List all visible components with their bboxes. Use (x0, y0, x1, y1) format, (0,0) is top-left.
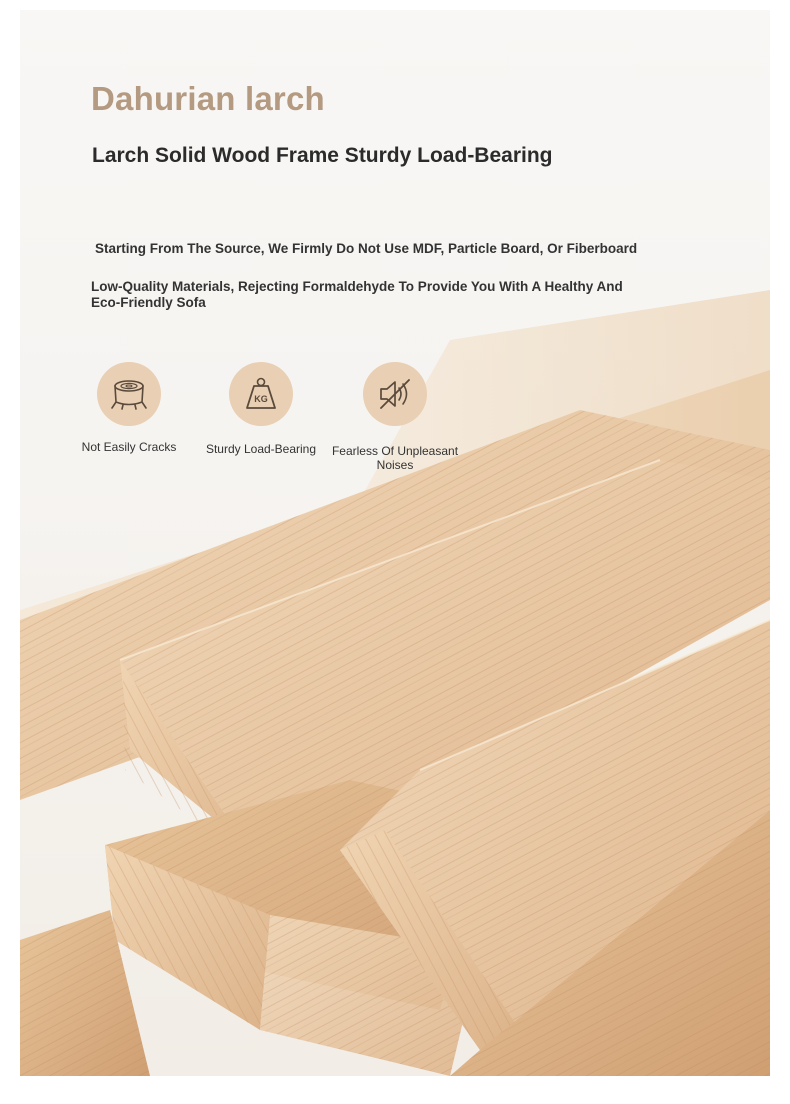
feature-not-easily-cracks (54, 362, 204, 454)
mute-speaker-icon (375, 374, 415, 414)
feature-label: Not Easily Cracks (81, 440, 177, 454)
feature-label: Sturdy Load-Bearing (205, 442, 317, 456)
tree-stump-icon (109, 374, 149, 414)
brand-title: Dahurian larch (91, 80, 325, 117)
description-line-2: Low-Quality Materials, Rejecting Formaldehyde To Provide You With A Healthy And Eco-Friendly Sofa (91, 279, 623, 310)
feature-fearless-of-noises (320, 362, 470, 472)
feature-sturdy-load-bearing (186, 362, 336, 456)
feature-icon-circle (363, 362, 427, 426)
headline: Larch Solid Wood Frame Sturdy Load-Bearing (92, 144, 553, 167)
description-line-1: Starting From The Source, We Firmly Do Not Use MDF, Particle Board, Or Fiberboard (95, 241, 638, 256)
product-detail-panel (20, 10, 770, 1076)
feature-label: Fearless Of Unpleasant Noises (331, 444, 459, 472)
weight-kg-icon (241, 374, 281, 414)
larch-wood-planks-photo (20, 10, 770, 1076)
kg-text: KG (254, 394, 268, 404)
feature-icon-circle (229, 362, 293, 426)
feature-icon-circle (97, 362, 161, 426)
